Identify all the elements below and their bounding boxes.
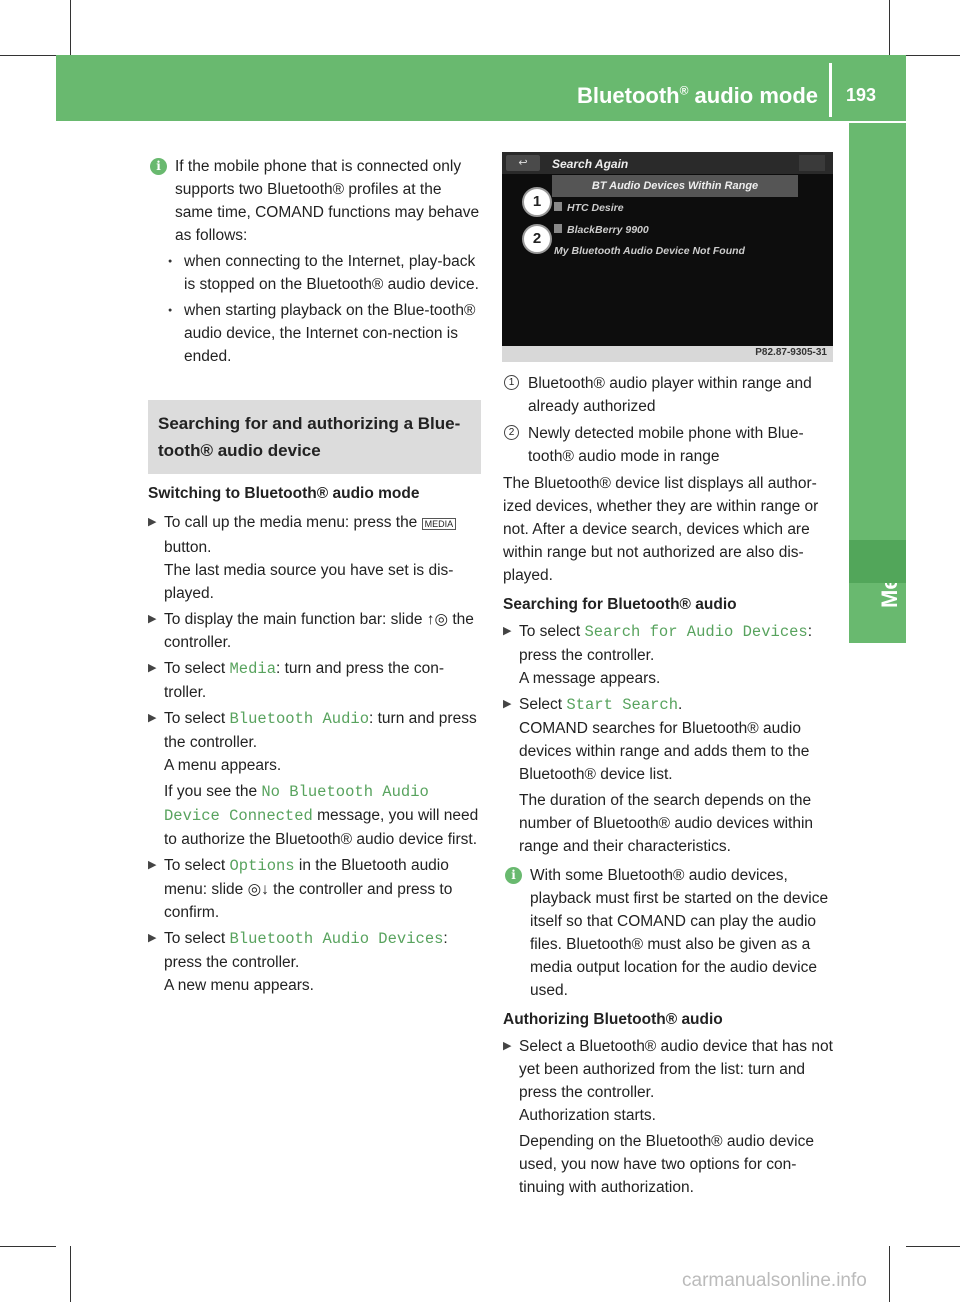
step-note: COMAND searches for Bluetooth® audio devices within range and adds them to the Bluetooth® device list. [519,720,810,783]
device-name: HTC Desire [567,202,624,214]
screen-device-row [554,245,745,257]
device-name: BlackBerry 9900 [567,224,649,236]
comand-screenshot [502,152,833,362]
step-text: To select [164,660,230,677]
info-text: With some Bluetooth® audio devices, playback must first be started on the device itself so that COMAND can play the audio files. Bluetooth® must also be given as a media output location for the audio device used. [530,867,829,999]
list-item [168,299,481,368]
list-item [168,250,481,296]
registered-mark: ® [679,83,689,98]
step-text: : press the controller. [164,930,448,971]
device-name: My Bluetooth Audio Device Not Found [554,245,745,257]
step-note-para [148,780,481,851]
info-note [503,864,835,1002]
callout-number: 2 [504,425,519,440]
screen-corner-button [799,155,825,171]
step-text: message, you will need to authorize the Bluetooth® audio device first. [164,807,479,848]
crop-mark [889,0,890,55]
crop-mark [889,1246,890,1302]
step-text: To select [164,930,230,947]
info-icon: i [505,867,522,884]
callout-text: Bluetooth® audio player within range and already authorized [528,375,812,415]
menu-code: No Bluetooth Audio Device Connected [164,783,429,825]
crop-mark [0,55,56,56]
screen-device-row [554,224,649,236]
title-suffix: audio mode [688,83,818,108]
title-text: Bluetooth [576,83,680,108]
step-text: To select [164,857,230,874]
page-number: 193 [845,85,876,105]
info-text: If the mobile phone that is connected only supports two Bluetooth® profiles at the same time, COMAND functions may behave as follows: [175,158,480,244]
step-item [148,927,481,997]
bullet-text: when connecting to the Internet, play-back is stopped on the Bluetooth® audio device. [184,253,479,293]
phone-icon [554,224,562,233]
step-text: : turn and press the con-troller. [164,660,445,701]
callout-item [503,422,835,468]
right-column [503,372,835,1199]
menu-code: Media [229,660,276,678]
search-again-label: Search Again [552,157,629,171]
step-text: . [678,696,683,713]
screen-footer [502,346,833,362]
step-text: To display the main function bar: slide ↑◎ the controller. [164,611,474,651]
step-item [148,854,481,924]
menu-code: Bluetooth Audio Devices [229,930,444,948]
screen-callout-1: 1 [522,187,552,217]
media-button-icon: MEDIA [422,518,457,530]
step-text: in the Bluetooth audio menu: slide ◎↓ the controller and press to confirm. [164,857,453,921]
header-divider [829,63,832,117]
step-note: Authorization starts. [519,1107,656,1124]
screen-list-heading: BT Audio Devices Within Range [552,175,798,197]
callout-number: 1 [504,375,519,390]
step-note: The last media source you have set is dis-played. [164,562,454,602]
crop-mark [70,1246,71,1302]
step-item [503,1035,835,1127]
section-tab-marker [849,540,906,583]
screen-device-row [554,202,624,214]
callout-item [503,372,835,418]
step-item [503,693,835,786]
watermark: carmanualsonline.info [682,1270,867,1291]
subheading: Searching for Bluetooth® audio [503,596,737,613]
subheading: Switching to Bluetooth® audio mode [148,485,420,502]
step-note: A menu appears. [164,757,282,774]
step-text: : turn and press the controller. [164,710,477,751]
left-column [148,155,481,997]
menu-code: Options [229,857,295,875]
step-text: To select [164,710,230,727]
step-text: button. [164,539,212,556]
step-text: Select a Bluetooth® audio device that has not yet been authorized from the list: turn and press the controller. [519,1038,833,1101]
menu-code: Start Search [566,696,679,714]
crop-mark [0,1246,56,1247]
step-text: To select [519,623,585,640]
step-text: : press the controller. [519,623,813,664]
screen-top-bar [502,152,833,174]
subheading: Authorizing Bluetooth® audio [503,1011,723,1028]
screen-callout-2: 2 [522,224,552,254]
step-text: To call up the media menu: press the [164,514,422,531]
step-text: If you see the [164,783,262,800]
page-header [56,55,906,121]
crop-mark [906,55,960,56]
step-item [148,608,481,654]
bullet-text: when starting playback on the Blue-tooth® audio device, the Internet con-nection is ended. [184,302,476,365]
info-note [148,155,481,247]
step-item [148,707,481,777]
menu-code: Search for Audio Devices [584,623,808,641]
callout-text: Newly detected mobile phone with Blue-tooth® audio mode in range [528,425,804,465]
image-code: P82.87-9305-31 [755,347,827,358]
page-title [577,83,818,109]
step-note: A new menu appears. [164,977,314,994]
step-item [148,511,481,605]
step-item [503,620,835,690]
step-note-para: The duration of the search depends on the number of Bluetooth® audio devices within range and their characteristics. [519,792,814,855]
step-item [148,657,481,704]
back-icon: ↩ [506,155,540,171]
info-icon: i [150,158,167,175]
phone-icon [554,202,562,211]
step-note-para: Depending on the Bluetooth® audio device used, you now have two options for con-tinuing with authorization. [519,1133,814,1196]
crop-mark [70,0,71,55]
section-heading: Searching for and authorizing a Blue-tooth® audio device [148,400,481,474]
step-note: A message appears. [519,670,661,687]
crop-mark [906,1246,960,1247]
menu-code: Bluetooth Audio [229,710,370,728]
paragraph: The Bluetooth® device list displays all author-ized devices, whether they are within range or not. After a device search, devices which are within range but not authorized are also dis-played. [503,475,819,584]
step-text: Select [519,696,567,713]
